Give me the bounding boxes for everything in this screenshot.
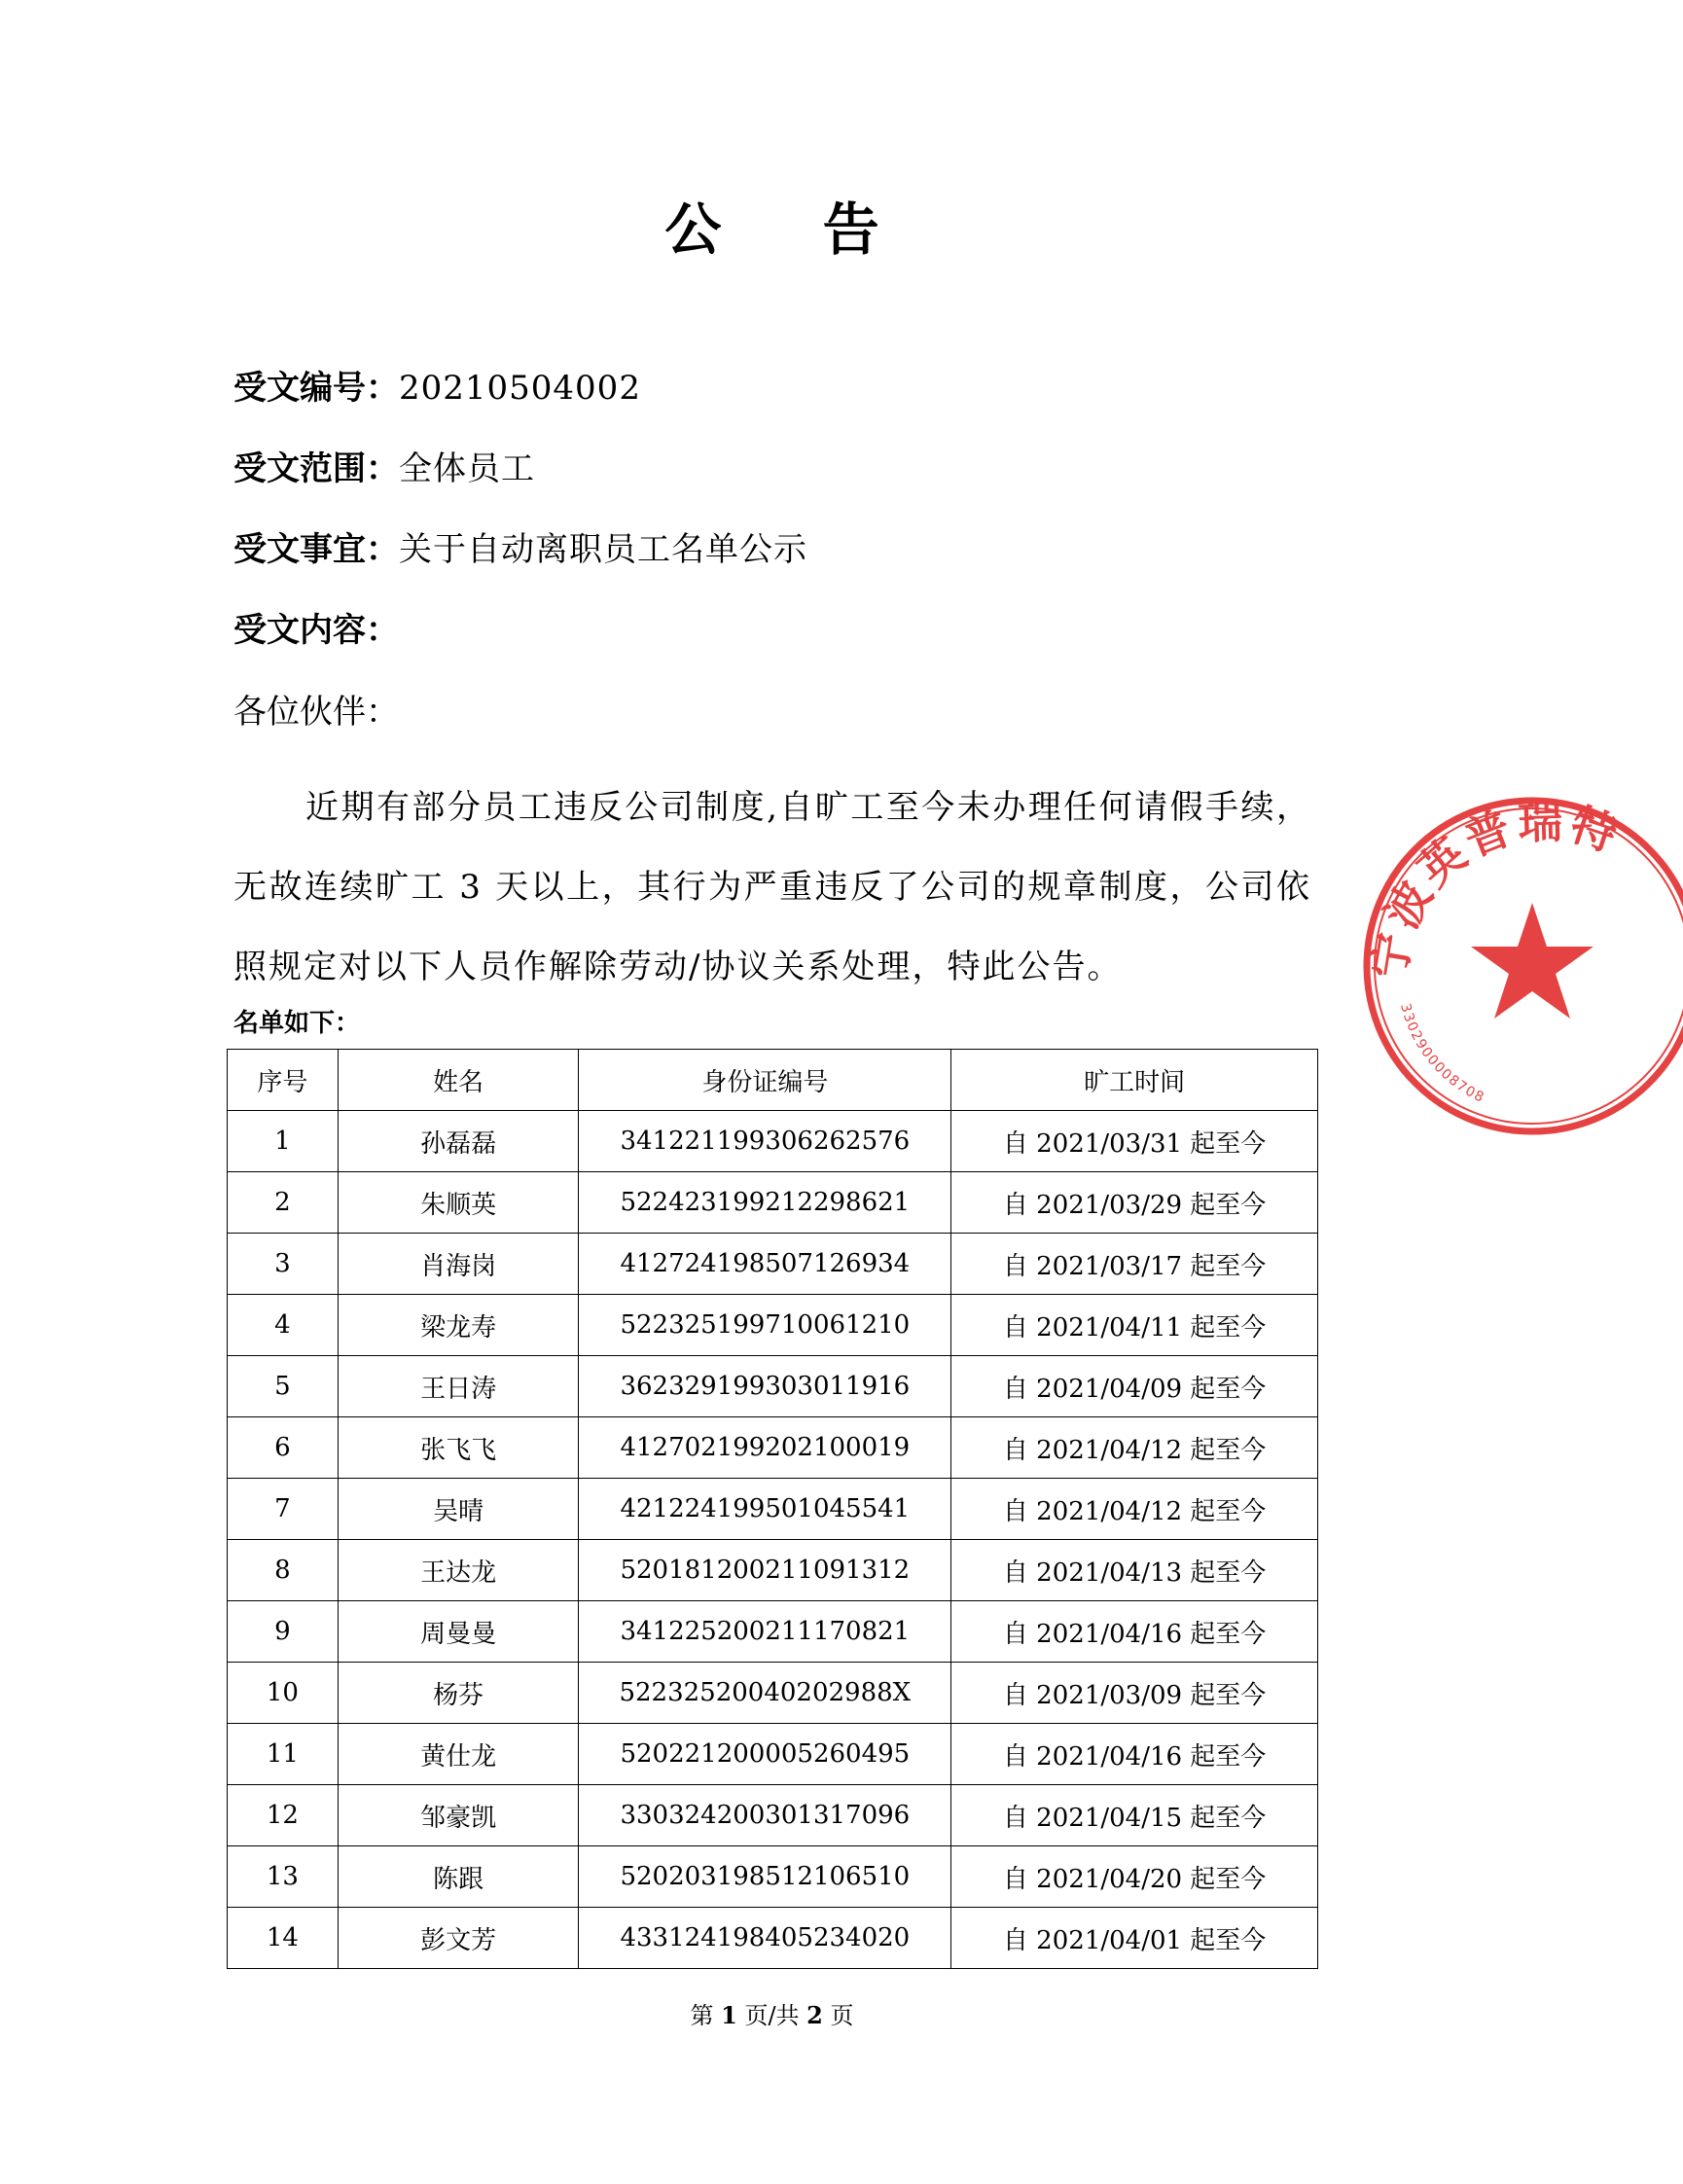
row-index: 13 [228,1846,339,1908]
row-id-number: 341225200211170821 [579,1601,951,1663]
row-absence-period: 自 2021/04/12 起至今 [951,1417,1318,1479]
row-name: 杨芬 [338,1663,579,1724]
row-id-number: 412724198507126934 [579,1234,951,1295]
row-id-number: 52232520040202988X [579,1663,951,1724]
row-absence-period: 自 2021/04/15 起至今 [951,1785,1318,1846]
row-index: 5 [228,1356,339,1417]
table-row [228,1479,1318,1540]
row-absence-period: 自 2021/04/16 起至今 [951,1601,1318,1663]
seal-code-text: 3302900008708 [1397,1001,1487,1107]
row-name: 王达龙 [338,1540,579,1601]
row-absence-period: 自 2021/03/29 起至今 [951,1172,1318,1234]
header-cell-id: 身份证编号 [579,1050,951,1111]
table-row [228,1111,1318,1172]
table-header-row [228,1050,1318,1111]
row-name: 吴晴 [338,1479,579,1540]
row-index: 10 [228,1663,339,1724]
table-row [228,1417,1318,1479]
row-index: 9 [228,1601,339,1663]
row-id-number: 330324200301317096 [579,1785,951,1846]
row-index: 3 [228,1234,339,1295]
row-index: 8 [228,1540,339,1601]
table-row [228,1908,1318,1969]
row-index: 7 [228,1479,339,1540]
row-absence-period: 自 2021/04/12 起至今 [951,1479,1318,1540]
meta-subject-line [233,526,807,573]
footer-total-pages: 2 [806,2001,823,2029]
row-name: 黄仕龙 [338,1724,579,1785]
footer-current-page: 1 [721,2001,737,2029]
row-id-number: 433124198405234020 [579,1908,951,1969]
row-id-number: 421224199501045541 [579,1479,951,1540]
row-id-number: 412702199202100019 [579,1417,951,1479]
table-row [228,1356,1318,1417]
meta-content-line [233,607,399,654]
row-absence-period: 自 2021/04/09 起至今 [951,1356,1318,1417]
body-paragraph: 近期有部分员工违反公司制度,自旷工至今未办理任何请假手续，无故连续旷工 3 天以上，其行为严重违反了公司的规章制度，公司依照规定对以下人员作解除劳动/协议关系处理，特此公告。 [233,788,1311,986]
row-absence-period: 自 2021/04/01 起至今 [951,1908,1318,1969]
row-name: 周曼曼 [338,1601,579,1663]
table-row [228,1172,1318,1234]
row-index: 4 [228,1295,339,1356]
table-row [228,1724,1318,1785]
greeting: 各位伙伴： [233,693,399,732]
header-cell-index: 序号 [228,1050,339,1111]
row-index: 12 [228,1785,339,1846]
row-name: 肖海岗 [338,1234,579,1295]
row-absence-period: 自 2021/04/11 起至今 [951,1295,1318,1356]
meta-number-value: 20210504002 [399,369,641,408]
row-index: 6 [228,1417,339,1479]
meta-number-line [233,365,641,412]
employee-table [227,1049,1318,1969]
row-index: 14 [228,1908,339,1969]
row-id-number: 522325199710061210 [579,1295,951,1356]
row-index: 11 [228,1724,339,1785]
row-absence-period: 自 2021/03/09 起至今 [951,1663,1318,1724]
header-cell-absence: 旷工时间 [951,1050,1318,1111]
table-row [228,1663,1318,1724]
row-id-number: 522423199212298621 [579,1172,951,1234]
header-cell-name: 姓名 [338,1050,579,1111]
document-title: 公 告 [664,197,920,263]
meta-scope-line [233,446,535,492]
meta-scope-label: 受文范围： [233,449,399,488]
row-name: 朱顺英 [338,1172,579,1234]
row-name: 陈跟 [338,1846,579,1908]
footer-suffix: 页 [822,2002,854,2029]
row-name: 孙磊磊 [338,1111,579,1172]
row-name: 张飞飞 [338,1417,579,1479]
svg-text:3302900008708 [1397,1002,1487,1106]
table-row [228,1234,1318,1295]
row-id-number: 362329199303011916 [579,1356,951,1417]
meta-subject-label: 受文事宜： [233,530,399,569]
row-absence-period: 自 2021/04/13 起至今 [951,1540,1318,1601]
row-absence-period: 自 2021/04/20 起至今 [951,1846,1318,1908]
seal-name-text: 宁波英普瑞特 [1362,795,1628,983]
footer-prefix: 第 [690,2002,722,2029]
row-id-number: 520221200005260495 [579,1724,951,1785]
meta-number-label: 受文编号： [233,369,399,408]
table-row [228,1785,1318,1846]
table-row [228,1295,1318,1356]
row-id-number: 341221199306262576 [579,1111,951,1172]
row-absence-period: 自 2021/04/16 起至今 [951,1724,1318,1785]
footer-middle: 页/共 [736,2002,807,2029]
meta-subject-value: 关于自动离职员工名单公示 [399,530,807,569]
row-absence-period: 自 2021/03/17 起至今 [951,1234,1318,1295]
seal-star-icon [1471,903,1593,1019]
table-body [228,1111,1318,1969]
company-seal [1362,786,1683,1136]
page-footer [0,1999,1544,2032]
row-absence-period: 自 2021/03/31 起至今 [951,1111,1318,1172]
row-name: 邹豪凯 [338,1785,579,1846]
row-id-number: 520203198512106510 [579,1846,951,1908]
meta-content-label: 受文内容： [233,611,399,650]
table-row [228,1846,1318,1908]
list-heading: 名单如下： [233,1009,361,1038]
row-index: 2 [228,1172,339,1234]
table-row [228,1601,1318,1663]
row-id-number: 520181200211091312 [579,1540,951,1601]
meta-scope-value: 全体员工 [399,449,535,488]
table-row [228,1540,1318,1601]
row-index: 1 [228,1111,339,1172]
row-name: 王日涛 [338,1356,579,1417]
row-name: 梁龙寿 [338,1295,579,1356]
row-name: 彭文芳 [338,1908,579,1969]
